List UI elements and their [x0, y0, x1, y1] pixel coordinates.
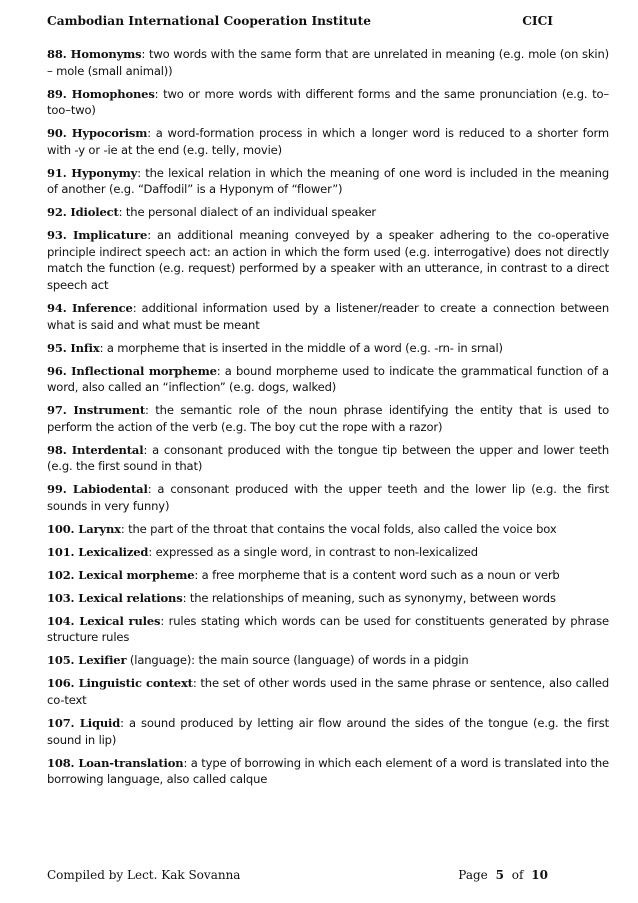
- entry-definition: : expressed as a single word, in contrast to non-lexicalized: [148, 544, 478, 559]
- entry-definition: : the lexical relation in which the meaning of one word is included in the meaning of another (e.g. “Daffodil” is a Hyponym of “flower”): [47, 165, 609, 197]
- footer-compiled-by: Compiled by Lect. Kak Sovanna: [47, 868, 241, 882]
- glossary-entries: [47, 46, 609, 794]
- entry-term: 104. Lexical rules: [47, 613, 161, 628]
- page-header: [47, 14, 591, 28]
- entry-term: 99. Labiodental: [47, 482, 148, 497]
- entry-term: 88. Homonyms: [47, 47, 142, 61]
- entry-definition: : a morpheme that is inserted in the middle of a word (e.g. -rn- in srnal): [99, 340, 503, 355]
- entry-term: 90. Hypocorism: [47, 126, 148, 141]
- header-acronym: CICI: [522, 14, 553, 28]
- glossary-entry: [47, 521, 609, 538]
- entry-definition: : the part of the throat that contains the vocal folds, also called the voice box: [120, 521, 557, 536]
- entry-term: 94. Inference: [47, 301, 133, 316]
- entry-term: 89. Homophones: [47, 86, 155, 101]
- glossary-entry: [47, 442, 609, 475]
- entry-definition: : a word-formation process in which a longer word is reduced to a shorter form with -y or -ie at the end (e.g. telly, movie): [47, 126, 610, 157]
- entry-term: 96. Inflectional morpheme: [47, 363, 217, 378]
- entry-term: 95. Infix: [47, 340, 100, 355]
- glossary-entry: [47, 227, 609, 293]
- glossary-entry: [47, 300, 609, 333]
- glossary-entry: [47, 204, 609, 221]
- entry-definition: : a type of borrowing in which each element of a word is translated into the borrowing language, also called calque: [47, 755, 609, 787]
- entry-definition: : the relationships of meaning, such as synonymy, between words: [182, 590, 556, 605]
- header-institute-name: Cambodian International Cooperation Institute: [47, 14, 372, 28]
- glossary-entry: [47, 590, 609, 607]
- entry-term: 102. Lexical morpheme: [47, 567, 195, 582]
- page-footer: [47, 868, 548, 882]
- entry-term: 101. Lexicalized: [47, 544, 149, 559]
- entry-definition: : two words with the same form that are unrelated in meaning (e.g. mole (on skin) – mole (small animal)): [47, 47, 609, 78]
- glossary-entry: [47, 481, 609, 514]
- glossary-entry: [47, 675, 609, 708]
- entry-definition: : a consonant produced with the upper teeth and the lower lip (e.g. the first sounds in very funny): [47, 482, 610, 513]
- entry-term: 107. Liquid: [47, 716, 121, 731]
- entry-term: 108. Loan-translation: [47, 755, 184, 770]
- entry-term: 91. Hyponymy: [47, 165, 138, 180]
- page-total: 10: [531, 868, 548, 882]
- entry-definition: : two or more words with different forms and the same pronunciation (e.g. to–too–two): [47, 86, 609, 118]
- glossary-entry: [47, 544, 609, 561]
- glossary-entry: [47, 46, 609, 79]
- entry-term: 97. Instrument: [47, 403, 146, 418]
- entry-definition: : a sound produced by letting air flow around the sides of the tongue (e.g. the first sound in lip): [47, 716, 609, 747]
- entry-definition: : a free morpheme that is a content word such as a noun or verb: [194, 567, 560, 582]
- entry-term: 93. Implicature: [47, 228, 148, 243]
- entry-definition: : a consonant produced with the tongue tip between the upper and lower teeth (e.g. the first sound in that): [47, 442, 609, 474]
- entry-definition: (language): the main source (language) of words in a pidgin: [126, 653, 469, 668]
- glossary-entry: [47, 125, 609, 158]
- glossary-entry: [47, 613, 609, 646]
- page-of: of: [511, 868, 524, 882]
- glossary-entry: [47, 86, 609, 119]
- glossary-entry: [47, 165, 609, 198]
- glossary-entry: [47, 340, 609, 357]
- entry-definition: : rules stating which words can be used for constituents generated by phrase structure rules: [47, 613, 609, 645]
- entry-term: 103. Lexical relations: [47, 590, 183, 605]
- entry-term: 100. Larynx: [47, 521, 121, 536]
- entry-definition: : additional information used by a listener/reader to create a connection between what is said and what must be meant: [47, 301, 609, 332]
- entry-term: 105. Lexifier: [47, 653, 127, 668]
- entry-term: 92. Idiolect: [47, 205, 119, 220]
- entry-definition: : the semantic role of the noun phrase identifying the entity that is used to perform the action of the verb (e.g. The boy cut the rope with a razor): [47, 403, 609, 434]
- glossary-entry: [47, 715, 609, 748]
- footer-page-number: [458, 868, 548, 882]
- entry-definition: : a bound morpheme used to indicate the grammatical function of a word, also called an “inflection” (e.g. dogs, walked): [47, 363, 609, 395]
- glossary-entry: [47, 652, 609, 669]
- glossary-entry: [47, 755, 609, 788]
- page-label: Page: [458, 868, 488, 882]
- entry-definition: : an additional meaning conveyed by a speaker adhering to the co-operative principle indirect speech act: an action in which the form used (e.g. interrogative) does not directly match the function (e.g. request) performed by a speaker with an utterance, in contrast to a direct speech act: [47, 228, 609, 293]
- page-current: 5: [495, 868, 504, 882]
- entry-term: 106. Linguistic context: [47, 676, 193, 691]
- entry-definition: : the set of other words used in the same phrase or sentence, also called co-text: [47, 676, 609, 708]
- entry-definition: : the personal dialect of an individual speaker: [118, 205, 377, 220]
- glossary-entry: [47, 402, 609, 435]
- glossary-entry: [47, 363, 609, 396]
- glossary-entry: [47, 567, 609, 584]
- entry-term: 98. Interdental: [47, 442, 144, 457]
